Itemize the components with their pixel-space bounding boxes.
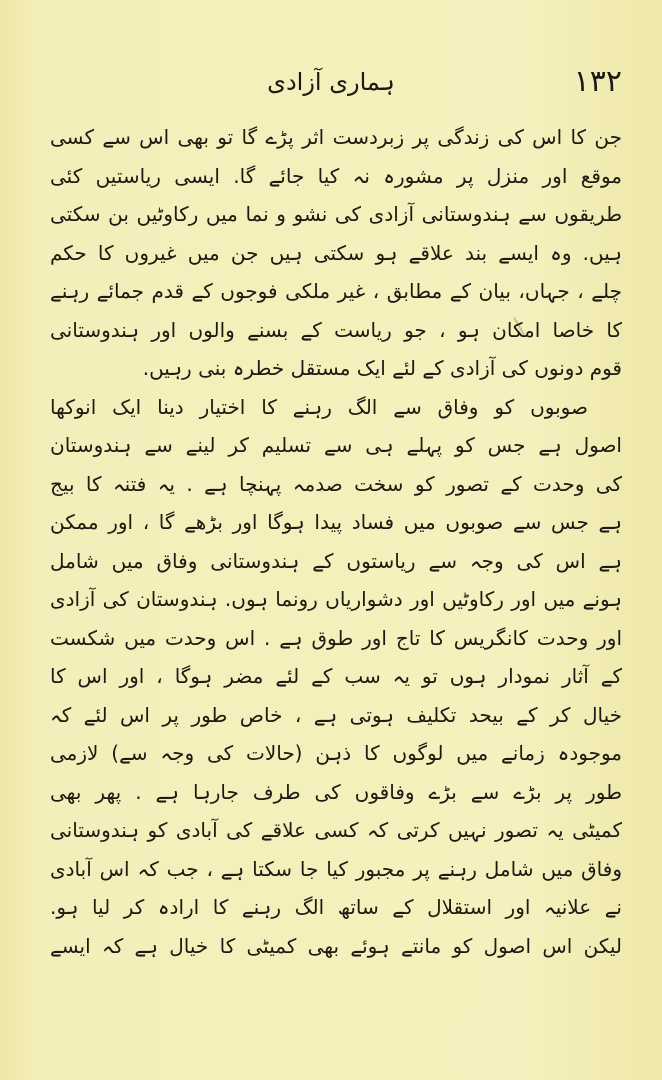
text-line: خیال کر کے بیحد تکلیف ہوتی ہے ، خاص طور پر اس لئے کہ	[50, 702, 622, 727]
text-line: اور وحدت کانگریس کا تاج اور طوق ہے . اس وحدت میں شکست	[50, 625, 622, 650]
text-line: ہے اس کی وجہ سے ریاستوں کے ہندوستانی وفاق میں شامل	[50, 548, 622, 573]
text-line: موقع اور منزل پر مشورہ نہ کیا جائے گا. ایسی ریاستیں کئی	[50, 163, 622, 188]
text-line: ہے جس سے صوبوں میں فساد پیدا ہوگا اور بڑھے گا ، اور ممکن	[50, 510, 622, 534]
text-line: وفاق میں شامل رہنے پر مجبور کیا جا سکتا ہے ، جب کہ اس آبادی	[50, 856, 622, 881]
text-line: صوبوں کو وفاق سے الگ رہنے کا اختیار دینا ایک انوکھا	[50, 394, 588, 419]
text-line: قوم دونوں کی آزادی کے لئے ایک مستقل خطرہ بنی رہیں.	[142, 356, 622, 380]
text-line: کمیٹی یہ تصور نہیں کرتی کہ کسی علاقے کی آبادی کو ہندوستانی	[50, 818, 622, 842]
page-number: ۱۳۲	[573, 64, 622, 99]
text-line: موجودہ زمانے میں لوگوں کا ذہن (حالات کی وجہ سے) لازمی	[50, 741, 622, 765]
text-line: اصول ہے جس کو پہلے ہی سے تسلیم کر لینے سے ہندوستان	[50, 433, 622, 457]
text-line: ہونے میں اور رکاوٹیں اور دشواریاں رونما ہوں. ہندوستان کی آزادی	[50, 587, 622, 611]
body-text	[50, 118, 622, 965]
page-header	[40, 62, 622, 102]
text-line: جن کا اس کی زندگی پر زبردست اثر پڑے گا تو بھی اس سے کسی	[50, 125, 622, 149]
text-line: کی وحدت کے تصور کو سخت صدمہ پہنچا ہے . یہ فتنہ کا بیج	[50, 471, 622, 496]
text-line: لیکن اس اصول کو مانتے ہوئے بھی کمیٹی کا خیال ہے کہ ایسے	[50, 933, 622, 958]
text-line: کا خاصا امکان ہو ، جو ریاست کے بسنے والوں اور ہندوستانی	[50, 317, 622, 342]
running-title: ہماری آزادی	[267, 68, 395, 96]
text-line: طور پر بڑے سے بڑے وفاقوں کی طرف جارہا ہے . پھر بھی	[50, 779, 622, 804]
text-line: ہیں. وہ ایسے بند علاقے ہو سکتی ہیں جن میں غیروں کا حکم	[50, 240, 622, 265]
text-line: چلے ، جہاں، بیان کے مطابق ، غیر ملکی فوجوں کے قدم جمائے رہنے	[50, 279, 622, 303]
text-line: کے آثار نمودار ہوں تو یہ سب کے لئے مضر ہوگا ، اور اس کا	[50, 664, 622, 688]
text-line: طریقوں سے ہندوستانی آزادی کی نشو و نما میں رکاوٹیں بن سکتی	[50, 202, 622, 226]
text-line: نے علانیہ اور استقلال کے ساتھ الگ رہنے کا ارادہ کر لیا ہو.	[50, 895, 622, 919]
